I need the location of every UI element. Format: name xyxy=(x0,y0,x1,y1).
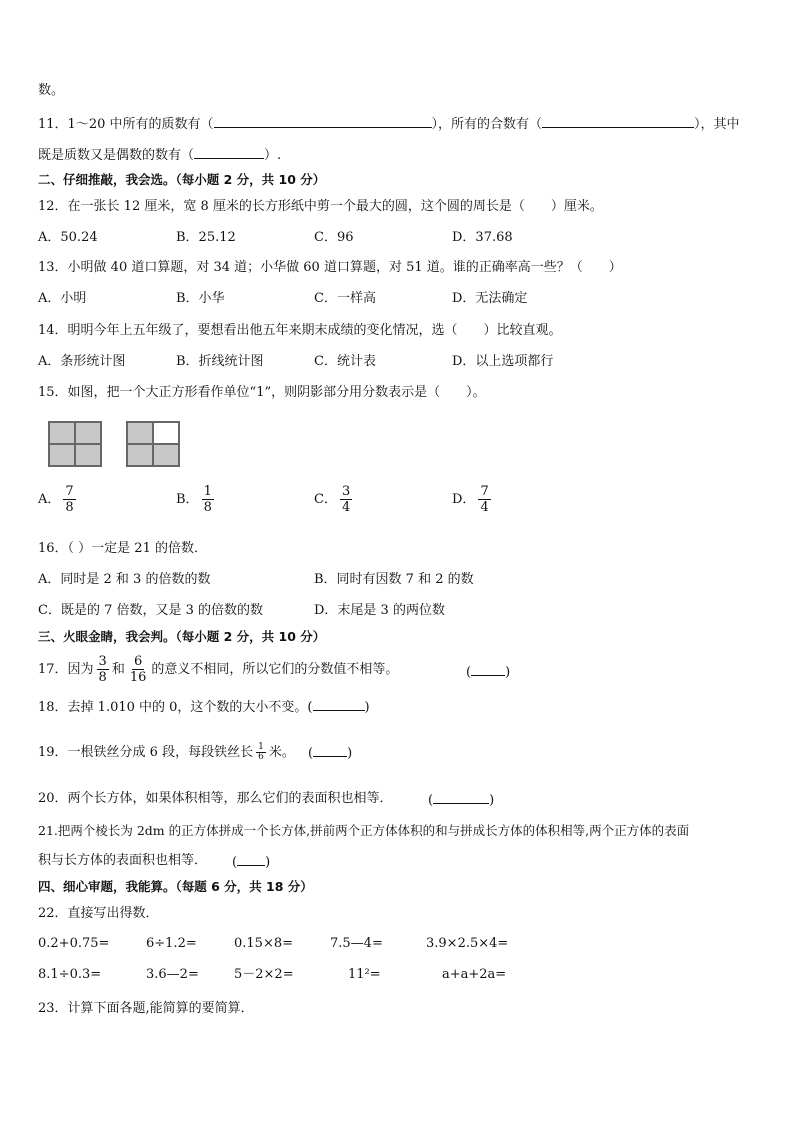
paren-close: ) xyxy=(489,793,495,808)
q13-option-d[interactable]: D．无法确定 xyxy=(452,291,528,306)
q15-option-c[interactable] xyxy=(314,484,355,515)
paren-open: ( xyxy=(308,746,314,761)
option-label: D． xyxy=(452,492,476,507)
continuation-text: 数。 xyxy=(38,83,65,98)
paren-close: ) xyxy=(347,746,353,761)
fraction xyxy=(340,484,352,515)
calc-item: 5－2×2= xyxy=(234,967,294,982)
calc-item: 3.6—2= xyxy=(146,967,199,982)
denominator: 8 xyxy=(98,670,107,685)
q11-text-e: ）. xyxy=(264,148,282,163)
q18-blank[interactable] xyxy=(313,697,365,711)
q21-answer[interactable] xyxy=(232,852,270,872)
section-4-heading: 四、细心审题，我能算。（每题 6 分，共 18 分） xyxy=(38,879,313,894)
section-2-heading: 二、仔细推敲，我会选。（每小题 2 分，共 10 分） xyxy=(38,172,326,187)
q11-text-c: ），其中 xyxy=(694,117,740,132)
question-17 xyxy=(38,653,398,687)
fraction xyxy=(478,484,490,515)
calc-item: 6÷1.2= xyxy=(146,936,197,951)
q15-option-d[interactable] xyxy=(452,484,494,515)
q17-blank[interactable] xyxy=(471,662,505,676)
shaded-cell xyxy=(50,423,74,443)
question-14: 14．明明今年上五年级了，要想看出他五年来期末成绩的变化情况，选（ ）比较直观。 xyxy=(38,323,562,338)
calc-item: 0.15×8= xyxy=(234,936,294,951)
numerator: 1 xyxy=(203,484,212,499)
q11-text-a: 11．1～20 中所有的质数有（ xyxy=(38,117,214,132)
numerator: 7 xyxy=(480,484,489,499)
question-22: 22．直接写出得数． xyxy=(38,906,159,921)
q12-option-b[interactable]: B．25.12 xyxy=(176,230,236,245)
calc-item: 3.9×2.5×4= xyxy=(426,936,509,951)
q21-text: 积与长方体的表面积也相等． xyxy=(38,853,208,868)
calc-item: 8.1÷0.3= xyxy=(38,967,102,982)
q17-text-a: 17．因为 xyxy=(38,662,94,677)
question-18 xyxy=(38,697,370,717)
paren-open: ( xyxy=(466,665,472,680)
q11-blank-composites[interactable] xyxy=(542,114,694,128)
q18-text: 18．去掉 1.010 中的 0，这个数的大小不变。( xyxy=(38,700,313,715)
q21-blank[interactable] xyxy=(237,852,265,866)
square-figure-1 xyxy=(48,421,102,467)
q12-option-c[interactable]: C．96 xyxy=(314,230,354,245)
q17-text-b: 和 xyxy=(111,662,125,677)
denominator: 6 xyxy=(258,752,264,762)
numerator: 3 xyxy=(98,654,107,669)
q17-text-c: 的意义不相同，所以它们的分数值不相等。 xyxy=(151,662,399,677)
q15-option-a[interactable] xyxy=(38,484,79,515)
numerator: 1 xyxy=(258,742,264,752)
numerator: 3 xyxy=(341,484,351,499)
q17-answer[interactable] xyxy=(466,662,510,682)
shaded-cell xyxy=(128,445,152,465)
unshaded-cell xyxy=(154,423,178,443)
shaded-cell xyxy=(76,445,100,465)
q19-answer[interactable] xyxy=(308,743,352,763)
shaded-cell xyxy=(128,423,152,443)
denominator: 4 xyxy=(341,500,351,515)
q19-text-a: 19．一根铁丝分成 6 段，每段铁丝长 xyxy=(38,745,254,760)
numerator: 7 xyxy=(65,484,74,499)
q19-text-b: 米。 xyxy=(268,745,295,760)
numerator: 6 xyxy=(133,654,143,669)
q15-option-b[interactable] xyxy=(176,484,217,515)
calc-item: a+a+2a= xyxy=(442,967,507,982)
question-12: 12．在一张长 12 厘米，宽 8 厘米的长方形纸中剪一个最大的圆，这个圆的周长是（ ）厘米。 xyxy=(38,199,603,214)
q14-option-b[interactable]: B．折线统计图 xyxy=(176,354,264,369)
calc-item: 11²= xyxy=(348,967,381,982)
q19-blank[interactable] xyxy=(313,743,347,757)
option-label: B． xyxy=(176,492,199,507)
calc-item: 7.5—4= xyxy=(330,936,383,951)
q16-option-c[interactable]: C．既是的 7 倍数，又是 3 的倍数的数 xyxy=(38,603,264,618)
shaded-cell xyxy=(154,445,178,465)
q20-blank[interactable] xyxy=(433,790,489,804)
denominator: 16 xyxy=(129,670,147,685)
denominator: 8 xyxy=(65,500,74,515)
fraction-3-8 xyxy=(97,654,109,685)
denominator: 4 xyxy=(480,500,489,515)
paren-open: ( xyxy=(232,855,238,870)
shaded-cell xyxy=(76,423,100,443)
q11-text-b: ），所有的合数有（ xyxy=(431,117,543,132)
section-3-heading: 三、火眼金睛，我会判。（每小题 2 分，共 10 分） xyxy=(38,629,326,644)
q16-option-d[interactable]: D．末尾是 3 的两位数 xyxy=(314,603,445,618)
q13-option-a[interactable]: A．小明 xyxy=(38,291,87,306)
square-figure-2 xyxy=(126,421,180,467)
q16-option-a[interactable]: A．同时是 2 和 3 的倍数的数 xyxy=(38,572,211,587)
q13-option-b[interactable]: B．小华 xyxy=(176,291,225,306)
calc-item: 0.2+0.75= xyxy=(38,936,110,951)
q12-option-a[interactable]: A．50.24 xyxy=(38,230,98,245)
question-21-line2 xyxy=(38,852,207,870)
q13-option-c[interactable]: C．一样高 xyxy=(314,291,376,306)
option-label: A． xyxy=(38,492,61,507)
q16-option-b[interactable]: B．同时有因数 7 和 2 的数 xyxy=(314,572,474,587)
shaded-cell xyxy=(50,445,74,465)
question-19 xyxy=(38,743,295,762)
q14-option-c[interactable]: C．统计表 xyxy=(314,354,376,369)
question-11-line2 xyxy=(38,145,281,165)
fraction xyxy=(202,484,214,515)
q12-option-d[interactable]: D．37.68 xyxy=(452,230,513,245)
denominator: 8 xyxy=(203,500,212,515)
q11-text-d: 既是质数又是偶数的数有（ xyxy=(38,148,195,163)
question-23: 23．计算下面各题,能简算的要简算． xyxy=(38,1001,254,1016)
fraction-1-6 xyxy=(256,743,266,762)
q14-option-d[interactable]: D．以上选项都行 xyxy=(452,354,554,369)
q14-option-a[interactable]: A．条形统计图 xyxy=(38,354,126,369)
q11-blank-primes[interactable] xyxy=(214,114,432,128)
question-11-line1 xyxy=(38,114,740,134)
paren-open: ( xyxy=(428,793,434,808)
question-20: 20．两个长方体，如果体积相等，那么它们的表面积也相等． xyxy=(38,791,393,806)
fraction xyxy=(63,484,75,515)
q11-blank-even-prime[interactable] xyxy=(194,145,264,159)
paren-close: ) xyxy=(505,665,511,680)
question-13: 13．小明做 40 道口算题，对 34 道；小华做 60 道口算题，对 51 道。谁的正确率高一些？（ ） xyxy=(38,260,622,275)
paren-close: ) xyxy=(364,700,370,715)
question-16: 16．（ ）一定是 21 的倍数． xyxy=(38,541,207,556)
fraction-6-16 xyxy=(128,654,149,685)
paren-close: ) xyxy=(265,855,271,870)
q20-answer[interactable] xyxy=(428,790,494,810)
option-label: C． xyxy=(314,492,337,507)
question-21-line1: 21.把两个棱长为 2dm 的正方体拼成一个长方体,拼前两个正方体体积的和与拼成长方体的体积相等,两个正方体的表面 xyxy=(38,823,690,838)
question-15: 15．如图，把一个大正方形看作单位“1”，则阴影部分用分数表示是（ ）。 xyxy=(38,385,486,400)
